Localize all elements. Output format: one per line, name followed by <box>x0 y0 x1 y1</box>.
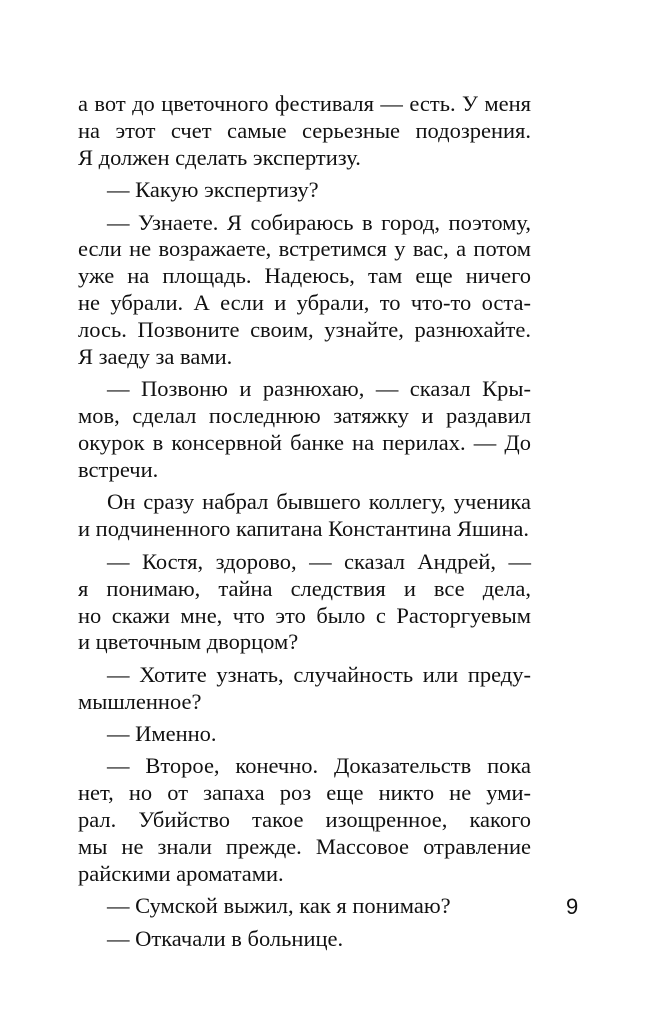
text-line: — Сумской выжил, как я понимаю? <box>107 893 451 919</box>
text-line: — Какую экспертизу? <box>107 177 319 203</box>
text-line: — Позвоню и разнюхаю, — сказал Кры- <box>107 376 531 402</box>
text-line: — Откачали в больнице. <box>107 925 344 951</box>
text-line: рал. Убийство такое изощренное, какого <box>78 807 531 833</box>
paragraph <box>78 753 531 887</box>
text-line: уже на площадь. Надеюсь, там еще ничего <box>78 263 531 289</box>
text-line: райскими ароматами. <box>78 861 284 887</box>
text-line: окурок в консервной банке на перилах. — До <box>78 430 531 456</box>
paragraph <box>78 376 531 484</box>
text-line: мышленное? <box>78 688 202 714</box>
paragraph <box>78 91 531 172</box>
text-line: мов, сделал последнюю затяжку и раздавил <box>78 403 531 429</box>
text-line: на этот счет самые серьезные подозрения. <box>78 117 531 143</box>
paragraph <box>78 210 531 371</box>
text-line: — Костя, здорово, — сказал Андрей, — <box>107 548 531 574</box>
text-line: если не возражаете, встретимся у вас, а потом <box>78 236 531 262</box>
text-line: нет, но от запаха роз еще никто не уми- <box>78 780 531 806</box>
paragraph <box>78 893 531 920</box>
page-number: 9 <box>566 894 579 919</box>
paragraph <box>78 489 531 543</box>
text-line: — Хотите узнать, случайность или преду- <box>107 661 531 687</box>
text-line: — Именно. <box>107 721 217 747</box>
text-line: и цветочным дворцом? <box>78 629 299 655</box>
text-line: мы не знали прежде. Массовое отравление <box>78 834 531 860</box>
text-line: а вот до цветочного фестиваля — есть. У меня <box>78 91 531 116</box>
paragraph <box>78 926 531 953</box>
paragraph <box>78 662 531 716</box>
page-text <box>78 91 531 953</box>
text-line: Я должен сделать экспертизу. <box>78 144 361 170</box>
text-line: и подчиненного капитана Константина Яшина. <box>78 516 529 542</box>
text-line: — Узнаете. Я собираюсь в город, поэтому, <box>107 209 531 235</box>
text-line: лось. Позвоните своим, узнайте, разнюхайте. <box>78 317 531 343</box>
paragraph <box>78 177 531 204</box>
text-line: не убрали. А если и убрали, то что-то оста- <box>78 290 531 316</box>
paragraph <box>78 549 531 657</box>
paragraph <box>78 721 531 748</box>
text-line: — Второе, конечно. Доказательств пока <box>107 753 531 779</box>
text-line: встречи. <box>78 457 159 483</box>
text-line: но скажи мне, что это было с Расторгуевым <box>78 602 531 628</box>
text-line: я понимаю, тайна следствия и все дела, <box>78 575 531 601</box>
text-line: Он сразу набрал бывшего коллегу, ученика <box>107 489 531 515</box>
text-line: Я заеду за вами. <box>78 344 233 370</box>
